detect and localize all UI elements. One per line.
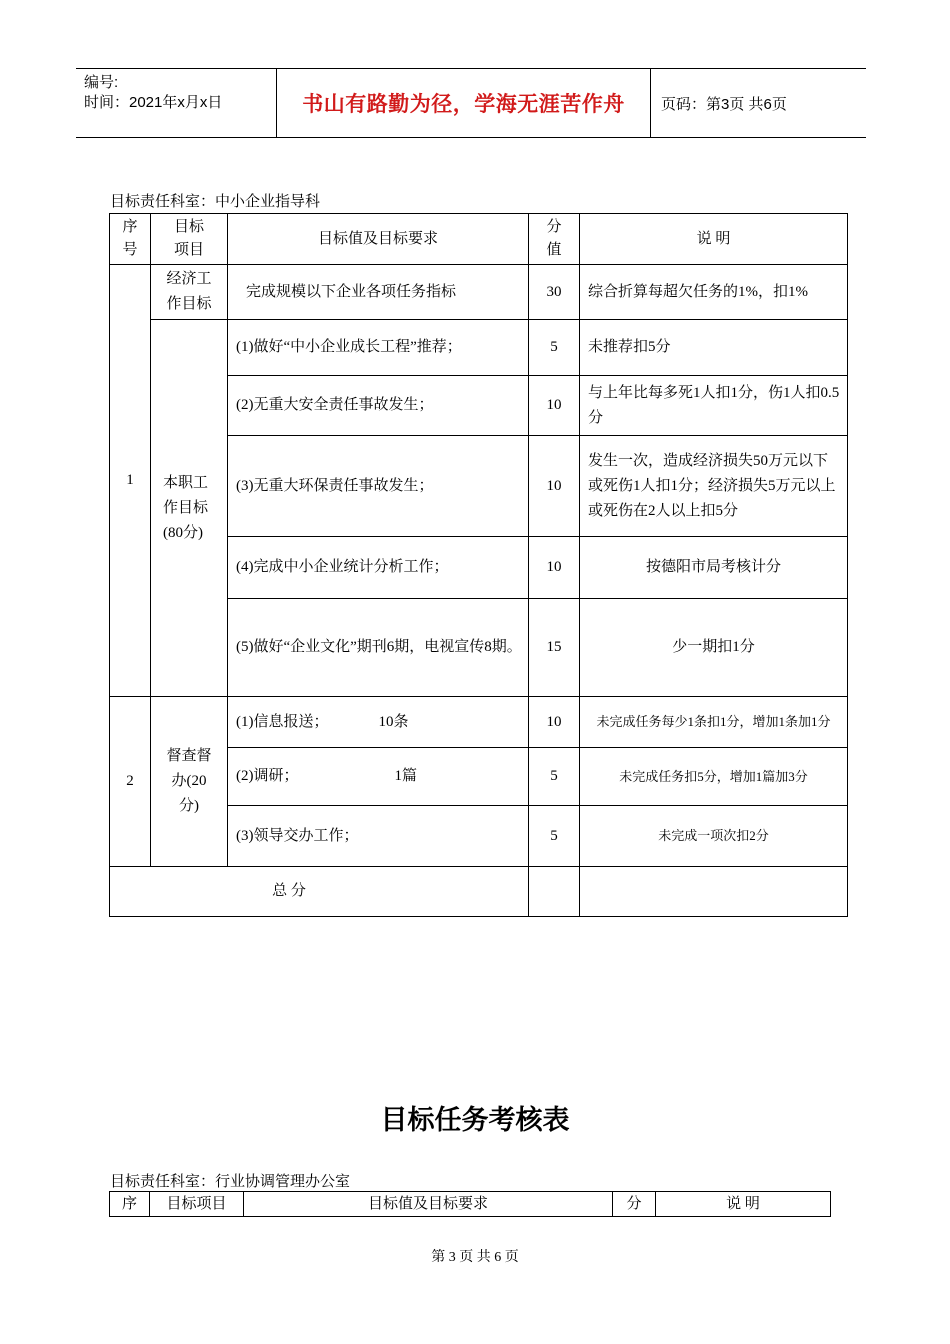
total-label: 总 分 <box>110 867 529 917</box>
duty-note-1: 未推荐扣5分 <box>580 320 848 376</box>
header-motto <box>277 69 651 137</box>
header-item: 目标项目 <box>151 214 228 265</box>
section2-title: 目标任务考核表 <box>380 1105 570 1136</box>
header-page <box>651 69 866 137</box>
supervise-note-2: 未完成任务扣5分，增加1篇加3分 <box>580 748 848 806</box>
table-row <box>110 697 848 748</box>
header-item: 目标项目 <box>150 1192 244 1217</box>
table-row <box>110 265 848 320</box>
duty-note-3: 发生一次，造成经济损失50万元以下或死伤1人扣1分；经济损失5万元以上或死伤在2人以上扣5分 <box>580 436 848 537</box>
section1-dept: 目标责任科室：中小企业指导科 <box>110 194 321 210</box>
motto-text: 书山有路勤为径，学海无涯苦作舟 <box>302 92 625 116</box>
duty-score-4: 10 <box>529 537 580 599</box>
econ-note: 综合折算每超欠任务的1%，扣1% <box>580 265 848 320</box>
assessment-table-2 <box>109 1191 831 1217</box>
assessment-table-1 <box>109 213 848 917</box>
econ-item: 经济工作目标 <box>151 265 228 320</box>
supervise-score-1: 10 <box>529 697 580 748</box>
duty-score-5: 15 <box>529 599 580 697</box>
supervise-note-3: 未完成一项次扣2分 <box>580 806 848 867</box>
duty-req-3: (3)无重大环保责任事故发生； <box>228 436 529 537</box>
table-header-row <box>110 214 848 265</box>
header-score: 分 <box>613 1192 656 1217</box>
supervise-req-2: (2)调研； 1篇 <box>228 748 529 806</box>
supervise-req-1: (1)信息报送； 10条 <box>228 697 529 748</box>
section2-dept: 目标责任科室：行业协调管理办公室 <box>110 1174 351 1190</box>
group2-seq: 2 <box>110 697 151 867</box>
header-meta <box>76 69 277 137</box>
page-label: 页码：第3页 共6页 <box>661 95 787 113</box>
header-score: 分值 <box>529 214 580 265</box>
header-requirement: 目标值及目标要求 <box>244 1192 613 1217</box>
header-seq: 序号 <box>110 214 151 265</box>
total-score <box>529 867 580 917</box>
duty-req-4: (4)完成中小企业统计分析工作； <box>228 537 529 599</box>
duty-note-4: 按德阳市局考核计分 <box>580 537 848 599</box>
total-note <box>580 867 848 917</box>
page-header <box>76 68 866 138</box>
duty-note-5: 少一期扣1分 <box>580 599 848 697</box>
duty-req-5: (5)做好“企业文化”期刊6期，电视宣传8期。 <box>228 599 529 697</box>
header-requirement: 目标值及目标要求 <box>228 214 529 265</box>
header-seq: 序 <box>110 1192 150 1217</box>
supervise-note-1: 未完成任务每少1条扣1分，增加1条加1分 <box>580 697 848 748</box>
supervise-score-3: 5 <box>529 806 580 867</box>
code-label: 编号: <box>84 74 119 91</box>
supervise-item: 督查督办(20分) <box>151 697 228 867</box>
duty-item: 本职工作目标(80分) <box>151 320 228 697</box>
group1-seq: 1 <box>110 265 151 697</box>
table-header-row <box>110 1192 831 1217</box>
time-label: 时间：2021年x月x日 <box>84 94 223 111</box>
duty-score-1: 5 <box>529 320 580 376</box>
duty-score-2: 10 <box>529 376 580 436</box>
total-row <box>110 867 848 917</box>
duty-note-2: 与上年比每多死1人扣1分，伤1人扣0.5分 <box>580 376 848 436</box>
supervise-score-2: 5 <box>529 748 580 806</box>
page-footer: 第 3 页 共 6 页 <box>431 1250 519 1265</box>
duty-score-3: 10 <box>529 436 580 537</box>
header-note: 说 明 <box>580 214 848 265</box>
econ-score: 30 <box>529 265 580 320</box>
econ-requirement: 完成规模以下企业各项任务指标 <box>228 265 529 320</box>
duty-req-1: (1)做好“中小企业成长工程”推荐； <box>228 320 529 376</box>
header-note: 说 明 <box>656 1192 831 1217</box>
supervise-req-3: (3)领导交办工作； <box>228 806 529 867</box>
duty-req-2: (2)无重大安全责任事故发生； <box>228 376 529 436</box>
table-row <box>110 320 848 376</box>
